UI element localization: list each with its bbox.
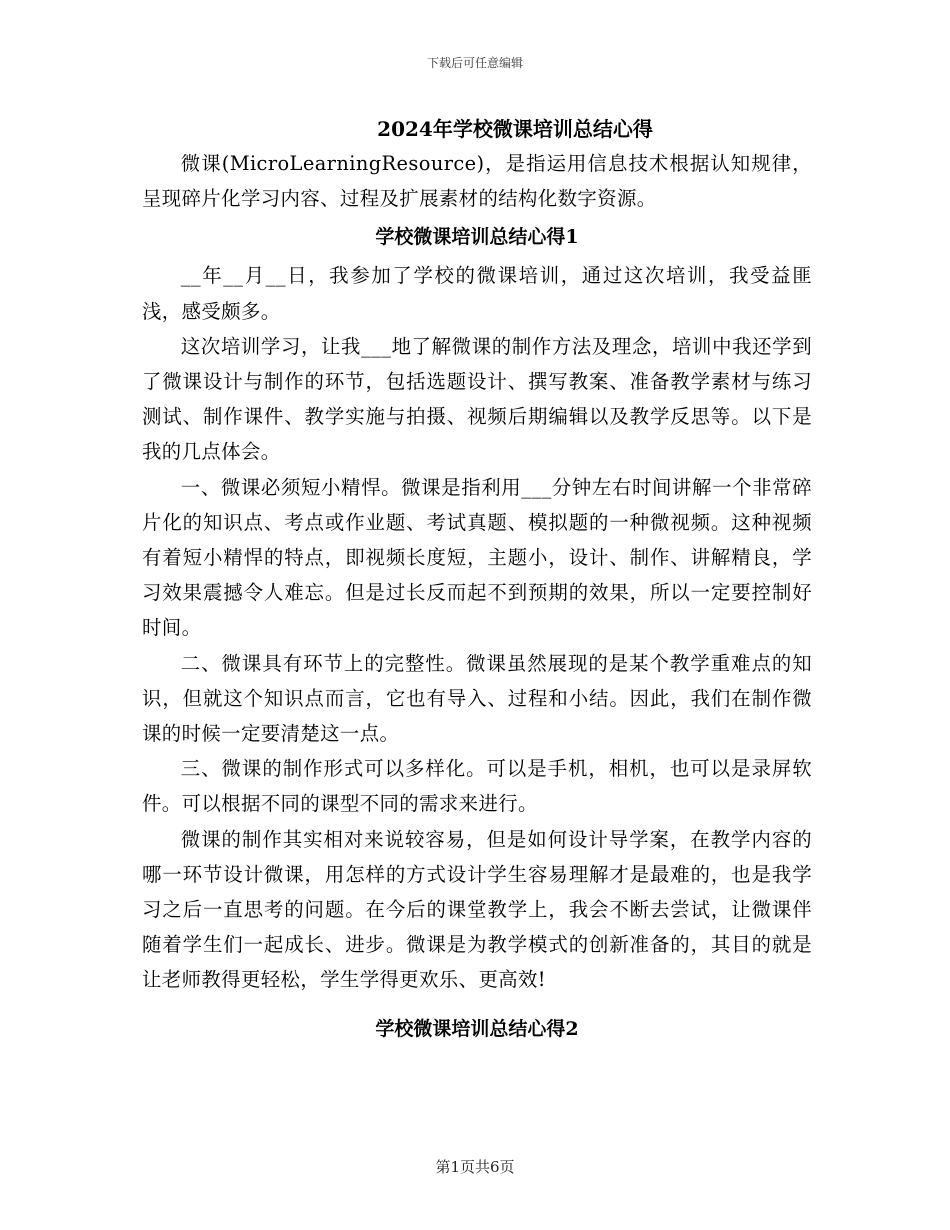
body-paragraph: 一、微课必须短小精悍。微课是指利用___分钟左右时间讲解一个非常碎片化的知识点、考点或作业题、考试真题、模拟题的一种微视频。这种视频有着短小精悍的特点，即视频长度短，主题小，设计、制作、讲解精良，学习效果震撼令人难忘。但是过长反而起不到预期的效果，所以一定要控制好时间。	[142, 475, 812, 640]
body-paragraph: 三、微课的制作形式可以多样化。可以是手机，相机，也可以是录屏软件。可以根据不同的课型不同的需求来进行。	[142, 757, 812, 816]
page-number: 第1页共6页	[435, 1158, 515, 1176]
header-note: 下载后可任意编辑	[426, 56, 523, 70]
body-paragraph: __年__月__日，我参加了学校的微课培训，通过这次培训，我受益匪浅，感受颇多。	[142, 264, 812, 323]
document-body	[142, 112, 812, 1050]
body-paragraph: 这次培训学习，让我___地了解微课的制作方法及理念，培训中我还学到了微课设计与制作的环节，包括选题设计、撰写教案、准备教学素材与练习测试、制作课件、教学实施与拍摄、视频后期编辑以及教学反思等。以下是我的几点体会。	[142, 334, 812, 464]
intro-paragraph: 微课(MicroLearningResource)，是指运用信息技术根据认知规律，呈现碎片化学习内容、过程及扩展素材的结构化数字资源。	[142, 152, 812, 211]
document-title: 2024年学校微课培训总结心得	[377, 117, 653, 141]
section-heading-1: 学校微课培训总结心得1	[375, 226, 579, 249]
body-paragraph: 二、微课具有环节上的完整性。微课虽然展现的是某个教学重难点的知识，但就这个知识点而言，它也有导入、过程和小结。因此，我们在制作微课的时候一定要清楚这一点。	[142, 651, 812, 746]
section-heading-2: 学校微课培训总结心得2	[375, 1017, 579, 1040]
body-paragraph: 微课的制作其实相对来说较容易，但是如何设计导学案，在教学内容的哪一环节设计微课，用怎样的方式设计学生容易理解才是最难的，也是我学习之后一直思考的问题。在今后的课堂教学上，我会不断去尝试，让微课伴随着学生们一起成长、进步。微课是为教学模式的创新准备的，其目的就是让老师教得更轻松，学生学得更欢乐、更高效!	[142, 827, 812, 992]
